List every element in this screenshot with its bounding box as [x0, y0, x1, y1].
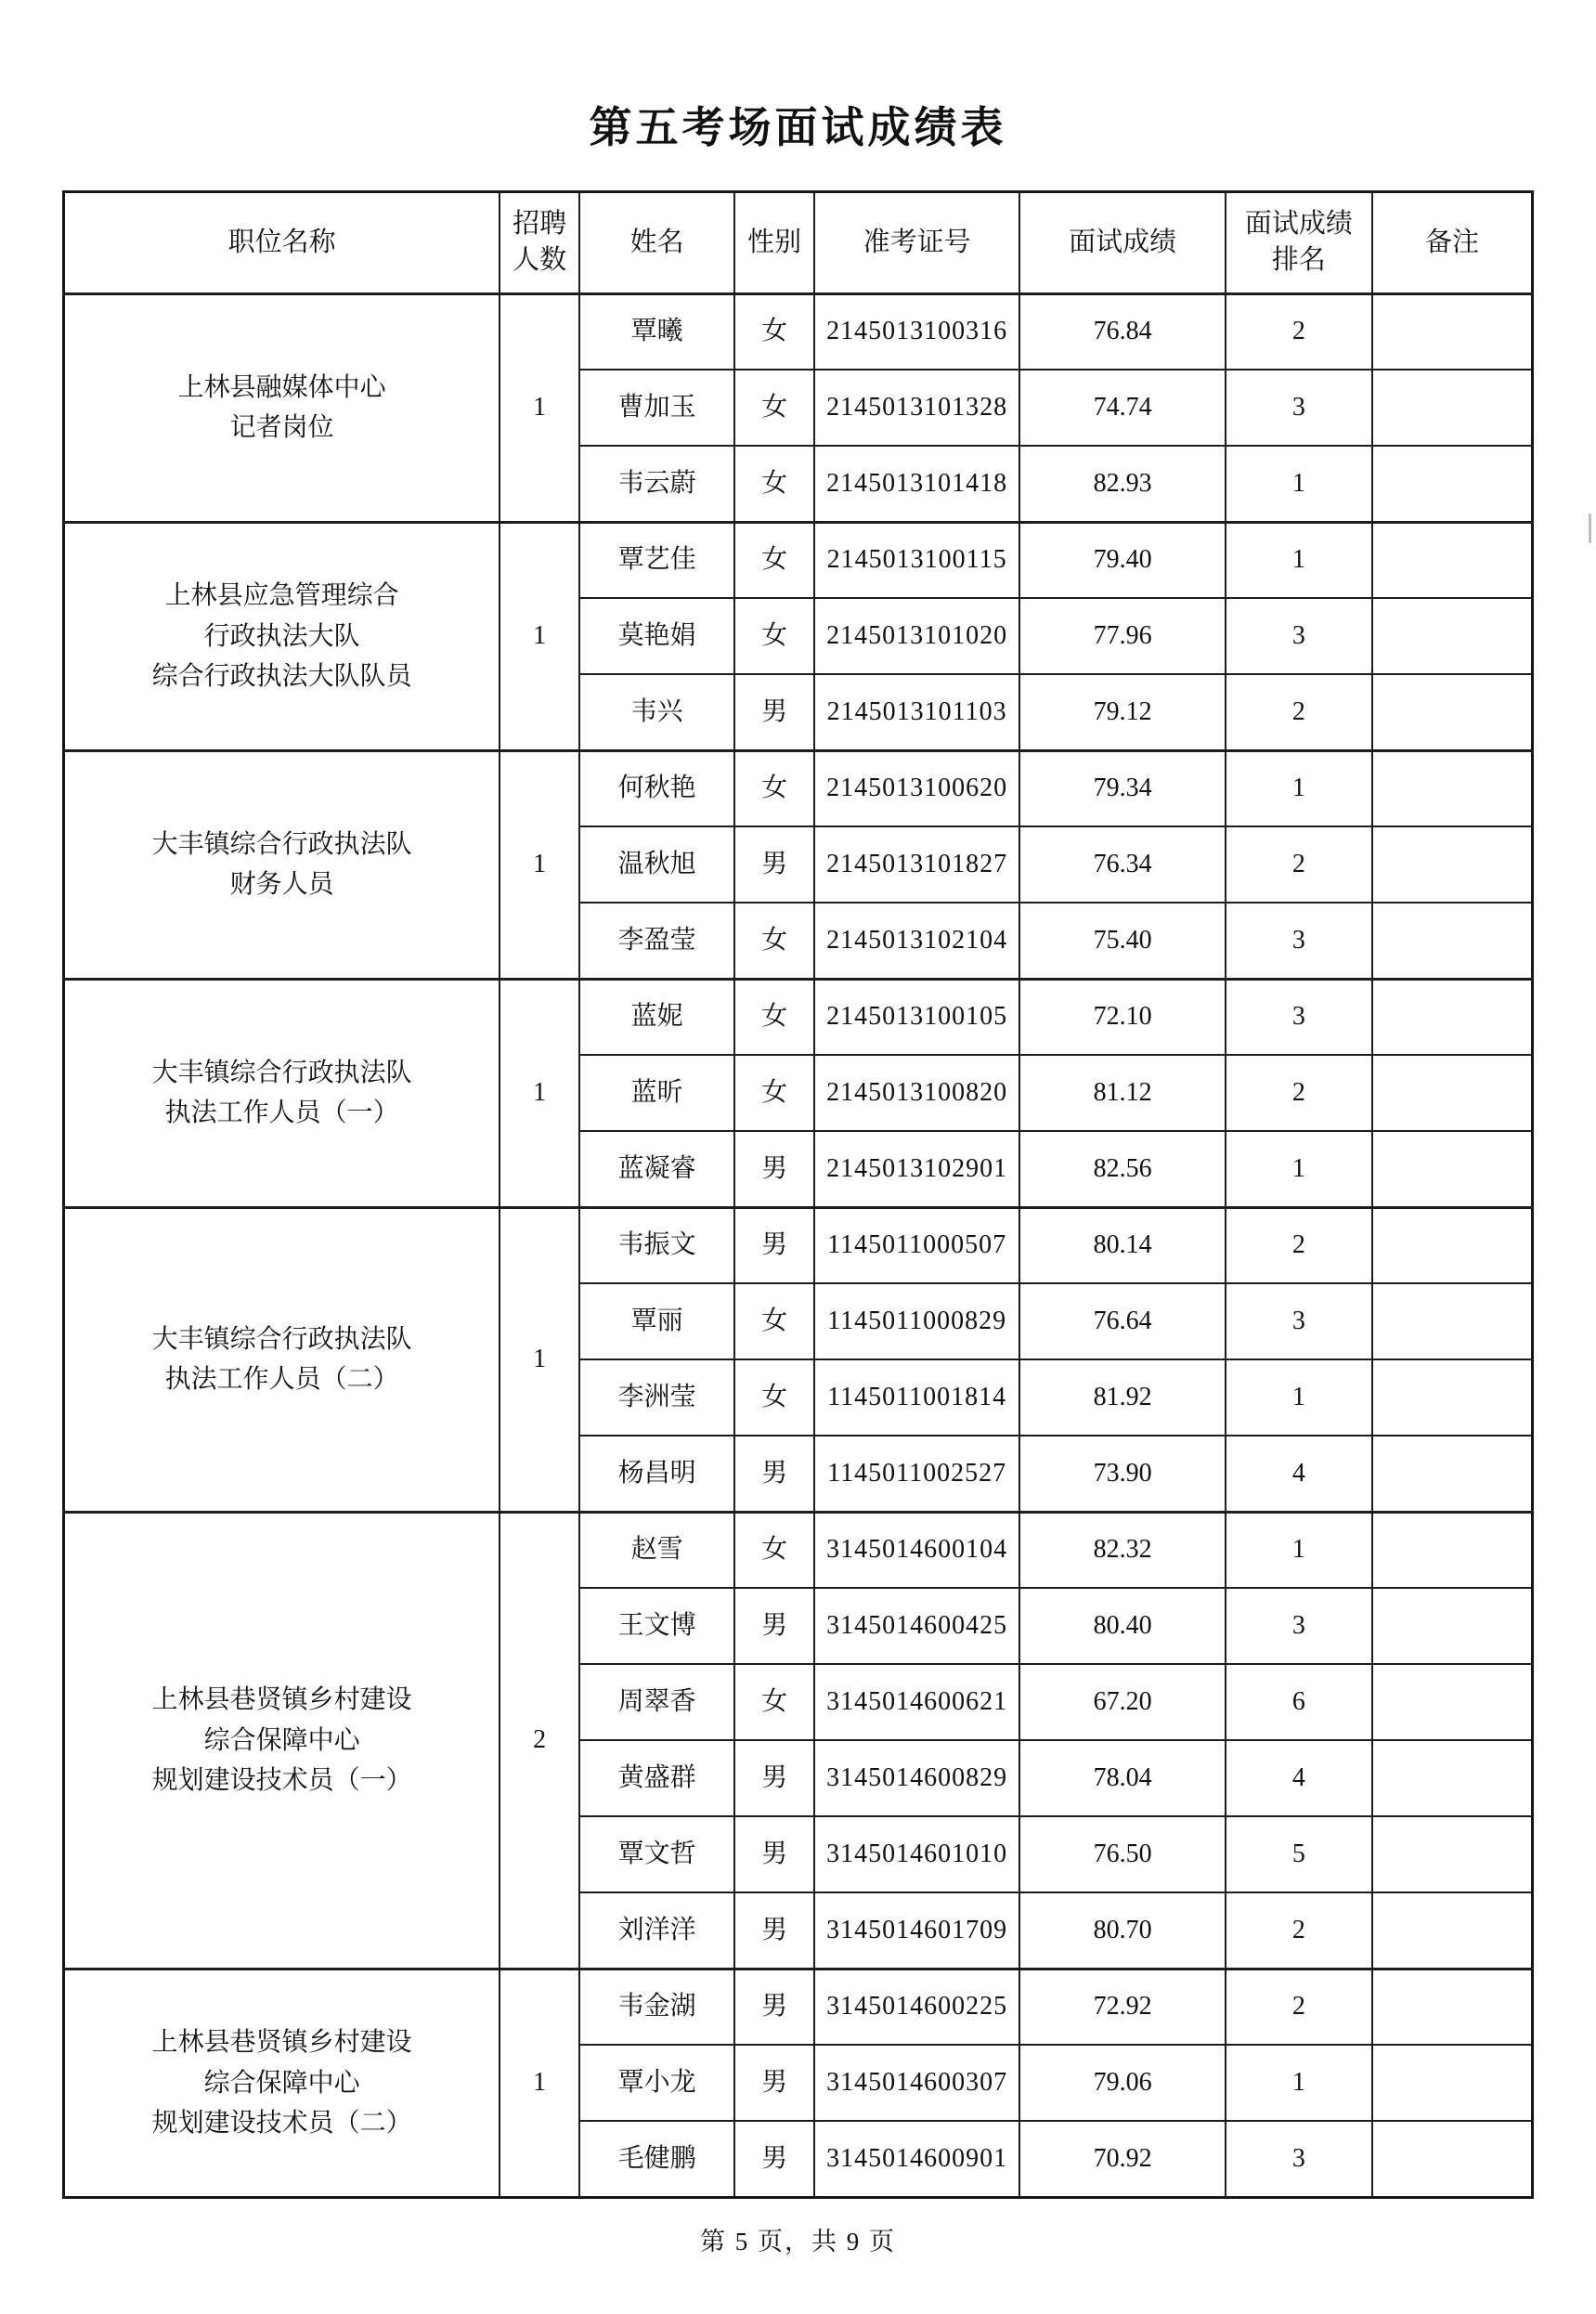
recruit-count-cell: 1 — [500, 293, 578, 522]
candidate-name-cell: 赵雪 — [579, 1512, 735, 1588]
table-row — [64, 1512, 1533, 1588]
interview-score-cell: 72.92 — [1019, 1969, 1225, 2045]
candidate-name-cell: 覃艺佳 — [579, 522, 735, 598]
remark-cell — [1372, 826, 1532, 903]
interview-score-cell: 79.34 — [1019, 750, 1225, 826]
interview-score-cell: 76.34 — [1019, 826, 1225, 903]
position-name-cell — [64, 1207, 500, 1512]
candidate-name-cell: 蓝妮 — [579, 979, 735, 1055]
candidate-gender-cell: 男 — [734, 826, 813, 903]
candidate-name-cell: 杨昌明 — [579, 1436, 735, 1512]
exam-id-cell: 3145014600621 — [814, 1664, 1019, 1740]
candidate-gender-cell: 男 — [734, 674, 813, 750]
candidate-name-cell: 韦金湖 — [579, 1969, 735, 2045]
table-row — [64, 1207, 1533, 1283]
exam-id-cell: 2145013102901 — [814, 1131, 1019, 1207]
table-row — [64, 293, 1533, 370]
exam-id-cell: 3145014600104 — [814, 1512, 1019, 1588]
exam-id-cell: 1145011000829 — [814, 1283, 1019, 1359]
remark-cell — [1372, 1969, 1532, 2045]
score-rank-cell: 3 — [1226, 1588, 1372, 1664]
score-rank-cell: 3 — [1226, 2121, 1372, 2197]
remark-cell — [1372, 2121, 1532, 2197]
remark-cell — [1372, 979, 1532, 1055]
candidate-gender-cell: 女 — [734, 522, 813, 598]
table-row — [64, 750, 1533, 826]
score-rank-cell: 1 — [1226, 1131, 1372, 1207]
interview-score-cell: 79.06 — [1019, 2045, 1225, 2121]
position-name-line: 上林县应急管理综合 — [164, 581, 399, 611]
candidate-gender-cell: 男 — [734, 1816, 813, 1892]
candidate-name-cell: 莫艳娟 — [579, 598, 735, 674]
score-rank-cell: 1 — [1226, 446, 1372, 522]
candidate-name-cell: 覃曦 — [579, 293, 735, 370]
interview-score-cell: 76.50 — [1019, 1816, 1225, 1892]
table-row — [64, 1969, 1533, 2045]
remark-cell — [1372, 370, 1532, 446]
exam-id-cell: 2145013101328 — [814, 370, 1019, 446]
position-name-line: 行政执法大队 — [203, 621, 360, 651]
candidate-name-cell: 李盈莹 — [579, 903, 735, 979]
interview-score-cell: 76.84 — [1019, 293, 1225, 370]
exam-id-cell: 2145013101020 — [814, 598, 1019, 674]
score-rank-cell: 2 — [1226, 293, 1372, 370]
exam-id-cell: 3145014601709 — [814, 1892, 1019, 1969]
recruit-count-cell: 1 — [500, 750, 578, 979]
column-header: 面试成绩排名 — [1226, 191, 1372, 293]
column-header: 职位名称 — [64, 191, 500, 293]
candidate-name-cell: 覃丽 — [579, 1283, 735, 1359]
candidate-name-cell: 周翠香 — [579, 1664, 735, 1740]
position-name-line: 执法工作人员（一） — [164, 1098, 399, 1128]
score-rank-cell: 4 — [1226, 1740, 1372, 1816]
column-header: 备注 — [1372, 191, 1532, 293]
score-rank-cell: 2 — [1226, 1892, 1372, 1969]
candidate-gender-cell: 男 — [734, 2045, 813, 2121]
column-header: 招聘人数 — [500, 191, 578, 293]
position-name-line: 上林县巷贤镇乡村建设 — [151, 2028, 412, 2058]
remark-cell — [1372, 598, 1532, 674]
score-rank-cell: 6 — [1226, 1664, 1372, 1740]
remark-cell — [1372, 903, 1532, 979]
position-name-cell — [64, 522, 500, 750]
remark-cell — [1372, 522, 1532, 598]
position-name-line: 记者岗位 — [229, 413, 334, 443]
position-name-line: 大丰镇综合行政执法队 — [151, 1324, 412, 1354]
exam-id-cell: 3145014600425 — [814, 1588, 1019, 1664]
interview-score-cell: 76.64 — [1019, 1283, 1225, 1359]
remark-cell — [1372, 1207, 1532, 1283]
candidate-gender-cell: 女 — [734, 1359, 813, 1436]
interview-score-cell: 72.10 — [1019, 979, 1225, 1055]
score-rank-cell: 4 — [1226, 1436, 1372, 1512]
exam-id-cell: 2145013100620 — [814, 750, 1019, 826]
remark-cell — [1372, 1892, 1532, 1969]
remark-cell — [1372, 674, 1532, 750]
interview-score-cell: 81.12 — [1019, 1055, 1225, 1131]
interview-score-cell: 79.12 — [1019, 674, 1225, 750]
position-name-line: 规划建设技术员（一） — [151, 1766, 412, 1795]
remark-cell — [1372, 1740, 1532, 1816]
candidate-gender-cell: 女 — [734, 750, 813, 826]
score-rank-cell: 2 — [1226, 674, 1372, 750]
candidate-gender-cell: 男 — [734, 1131, 813, 1207]
score-rank-cell: 2 — [1226, 826, 1372, 903]
exam-id-cell: 2145013100820 — [814, 1055, 1019, 1131]
candidate-name-cell: 刘洋洋 — [579, 1892, 735, 1969]
exam-id-cell: 2145013100316 — [814, 293, 1019, 370]
interview-score-cell: 82.56 — [1019, 1131, 1225, 1207]
exam-id-cell: 2145013100115 — [814, 522, 1019, 598]
exam-id-cell: 3145014600901 — [814, 2121, 1019, 2197]
document-page — [0, 29, 1596, 2314]
column-header: 姓名 — [579, 191, 735, 293]
score-table-head — [64, 191, 1533, 293]
exam-id-cell: 3145014600225 — [814, 1969, 1019, 2045]
exam-id-cell: 2145013102104 — [814, 903, 1019, 979]
score-rank-cell: 1 — [1226, 750, 1372, 826]
interview-score-cell: 81.92 — [1019, 1359, 1225, 1436]
candidate-name-cell: 何秋艳 — [579, 750, 735, 826]
table-row — [64, 522, 1533, 598]
remark-cell — [1372, 293, 1532, 370]
exam-id-cell: 2145013100105 — [814, 979, 1019, 1055]
candidate-name-cell: 覃文哲 — [579, 1816, 735, 1892]
remark-cell — [1372, 1283, 1532, 1359]
candidate-name-cell: 毛健鹏 — [579, 2121, 735, 2197]
recruit-count-cell: 1 — [500, 1969, 578, 2197]
score-rank-cell: 3 — [1226, 1283, 1372, 1359]
remark-cell — [1372, 446, 1532, 522]
exam-id-cell: 1145011002527 — [814, 1436, 1019, 1512]
candidate-gender-cell: 男 — [734, 1207, 813, 1283]
position-name-cell — [64, 1512, 500, 1969]
score-rank-cell: 1 — [1226, 2045, 1372, 2121]
score-table-body — [64, 293, 1533, 2197]
candidate-gender-cell: 男 — [734, 1740, 813, 1816]
recruit-count-cell: 1 — [500, 1207, 578, 1512]
remark-cell — [1372, 1816, 1532, 1892]
position-name-line: 财务人员 — [229, 870, 334, 900]
candidate-gender-cell: 男 — [734, 1436, 813, 1512]
candidate-gender-cell: 女 — [734, 1512, 813, 1588]
exam-id-cell: 2145013101827 — [814, 826, 1019, 903]
column-header: 性别 — [734, 191, 813, 293]
interview-score-cell: 75.40 — [1019, 903, 1225, 979]
interview-score-cell: 82.93 — [1019, 446, 1225, 522]
position-name-line: 综合保障中心 — [203, 2068, 360, 2098]
position-name-cell — [64, 293, 500, 522]
position-name-cell — [64, 979, 500, 1207]
remark-cell — [1372, 1131, 1532, 1207]
interview-score-cell: 73.90 — [1019, 1436, 1225, 1512]
candidate-name-cell: 黄盛群 — [579, 1740, 735, 1816]
position-name-cell — [64, 750, 500, 979]
scan-artifact-mark — [1589, 514, 1591, 543]
candidate-name-cell: 蓝昕 — [579, 1055, 735, 1131]
interview-score-cell: 78.04 — [1019, 1740, 1225, 1816]
candidate-name-cell: 韦兴 — [579, 674, 735, 750]
candidate-name-cell: 王文博 — [579, 1588, 735, 1664]
candidate-gender-cell: 女 — [734, 370, 813, 446]
page-number: 第 5 页，共 9 页 — [700, 2227, 896, 2256]
score-table — [62, 190, 1534, 2199]
position-name-line: 上林县融媒体中心 — [177, 372, 386, 402]
column-header: 面试成绩 — [1019, 191, 1225, 293]
score-rank-cell: 3 — [1226, 979, 1372, 1055]
remark-cell — [1372, 1055, 1532, 1131]
candidate-gender-cell: 女 — [734, 1283, 813, 1359]
header-row — [64, 191, 1533, 293]
candidate-gender-cell: 女 — [734, 1055, 813, 1131]
score-rank-cell: 2 — [1226, 1969, 1372, 2045]
page-title: 第五考场面试成绩表 — [589, 103, 1007, 151]
score-rank-cell: 1 — [1226, 522, 1372, 598]
candidate-gender-cell: 男 — [734, 1588, 813, 1664]
exam-id-cell: 3145014601010 — [814, 1816, 1019, 1892]
interview-score-cell: 82.32 — [1019, 1512, 1225, 1588]
score-rank-cell: 3 — [1226, 370, 1372, 446]
candidate-gender-cell: 女 — [734, 446, 813, 522]
position-name-line: 大丰镇综合行政执法队 — [151, 829, 412, 859]
candidate-name-cell: 蓝凝睿 — [579, 1131, 735, 1207]
candidate-gender-cell: 女 — [734, 903, 813, 979]
interview-score-cell: 80.14 — [1019, 1207, 1225, 1283]
score-rank-cell: 5 — [1226, 1816, 1372, 1892]
exam-id-cell: 1145011001814 — [814, 1359, 1019, 1436]
recruit-count-cell: 2 — [500, 1512, 578, 1969]
position-name-cell — [64, 1969, 500, 2197]
score-rank-cell: 3 — [1226, 598, 1372, 674]
candidate-gender-cell: 女 — [734, 293, 813, 370]
remark-cell — [1372, 2045, 1532, 2121]
candidate-gender-cell: 女 — [734, 979, 813, 1055]
score-rank-cell: 2 — [1226, 1207, 1372, 1283]
exam-id-cell: 1145011000507 — [814, 1207, 1019, 1283]
interview-score-cell: 70.92 — [1019, 2121, 1225, 2197]
position-name-line: 上林县巷贤镇乡村建设 — [151, 1685, 412, 1715]
column-header: 准考证号 — [814, 191, 1019, 293]
remark-cell — [1372, 1436, 1532, 1512]
exam-id-cell: 3145014600829 — [814, 1740, 1019, 1816]
position-name-line: 规划建设技术员（二） — [151, 2109, 412, 2138]
interview-score-cell: 77.96 — [1019, 598, 1225, 674]
exam-id-cell: 2145013101103 — [814, 674, 1019, 750]
candidate-name-cell: 覃小龙 — [579, 2045, 735, 2121]
score-rank-cell: 2 — [1226, 1055, 1372, 1131]
score-table-container — [62, 190, 1534, 2199]
candidate-name-cell: 曹加玉 — [579, 370, 735, 446]
candidate-gender-cell: 男 — [734, 1892, 813, 1969]
interview-score-cell: 67.20 — [1019, 1664, 1225, 1740]
recruit-count-cell: 1 — [500, 522, 578, 750]
table-row — [64, 979, 1533, 1055]
candidate-gender-cell: 男 — [734, 2121, 813, 2197]
candidate-name-cell: 韦振文 — [579, 1207, 735, 1283]
interview-score-cell: 74.74 — [1019, 370, 1225, 446]
exam-id-cell: 3145014600307 — [814, 2045, 1019, 2121]
interview-score-cell: 79.40 — [1019, 522, 1225, 598]
candidate-gender-cell: 男 — [734, 1969, 813, 2045]
score-rank-cell: 1 — [1226, 1512, 1372, 1588]
position-name-line: 大丰镇综合行政执法队 — [151, 1058, 412, 1087]
candidate-gender-cell: 女 — [734, 1664, 813, 1740]
position-name-line: 综合保障中心 — [203, 1725, 360, 1755]
remark-cell — [1372, 1664, 1532, 1740]
candidate-name-cell: 韦云蔚 — [579, 446, 735, 522]
score-rank-cell: 1 — [1226, 1359, 1372, 1436]
interview-score-cell: 80.70 — [1019, 1892, 1225, 1969]
remark-cell — [1372, 1512, 1532, 1588]
remark-cell — [1372, 1588, 1532, 1664]
score-rank-cell: 3 — [1226, 903, 1372, 979]
remark-cell — [1372, 1359, 1532, 1436]
interview-score-cell: 80.40 — [1019, 1588, 1225, 1664]
remark-cell — [1372, 750, 1532, 826]
candidate-name-cell: 温秋旭 — [579, 826, 735, 903]
position-name-line: 执法工作人员（二） — [164, 1365, 399, 1395]
candidate-gender-cell: 女 — [734, 598, 813, 674]
recruit-count-cell: 1 — [500, 979, 578, 1207]
candidate-name-cell: 李洲莹 — [579, 1359, 735, 1436]
exam-id-cell: 2145013101418 — [814, 446, 1019, 522]
position-name-line: 综合行政执法大队队员 — [151, 662, 412, 691]
